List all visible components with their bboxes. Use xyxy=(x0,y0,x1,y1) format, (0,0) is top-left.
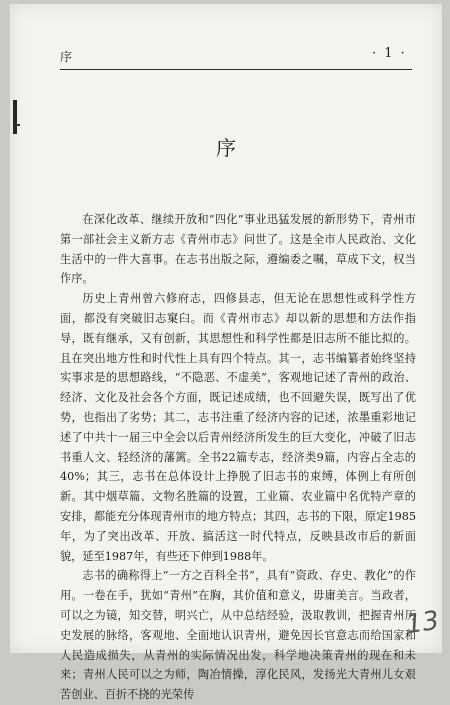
paragraph-1: 在深化改革、继续开放和“四化”事业迅猛发展的新形势下，青州市第一部社会主义新方志《青州市志》问世了。这是全市人民政治、文化生活中的一件大喜事。在志书出版之际，遵编委之嘱，草成下文，权当作序。 xyxy=(60,213,416,286)
scan-tick-mark xyxy=(14,124,20,126)
preface-title: 序 xyxy=(216,136,236,160)
paragraph-3: 志书的确称得上“一方之百科全书”，具有“资政、存史、教化”的作用。一卷在手，犹如“青州”在胸，其价值和意义，毋庸美言。当政者，可以之为镜，知交替，明兴亡，从中总结经验，汲取教训，把握青州历史发展的脉络，客观地、全面地认识青州，避免因长官意志而给国家和人民造成损失，从青州的实际情况出发，科学地决策青州的现在和未来；青州人民可以之为师，陶冶情操，淳化民风，发扬光大青州儿女艰苦创业、百折不挠的光荣传 xyxy=(60,569,416,702)
running-header-page-number: · 1 · xyxy=(372,46,407,61)
document-page xyxy=(10,4,442,702)
header-rule xyxy=(60,69,412,70)
preface-body xyxy=(60,210,416,705)
handwritten-page-note: 13 xyxy=(404,605,442,641)
paragraph-2: 历史上青州曾六修府志，四修县志，但无论在思想性或科学性方面，都没有突破旧志窠臼。而《青州市志》却以新的思想和方法作指导，既有继承，又有创新，其思想性和科学性都是旧志所不能比拟的。且在突出地方性和时代性上具有四个特点。其一，志书编纂者始终坚持实事求是的思想路线，“不隐恶、不虚美”，客观地记述了青州的政治、经济、文化及社会各个方面，既记述成绩，也不回避失误，既写出了优势，也指出了劣势；其二，志书注重了经济内容的记述，浓墨重彩地记述了中共十一届三中全会以后青州经济所发生的巨大变化，冲破了旧志书重人文、轻经济的藩篱。全书22篇专志，经济类9篇，内容占全志的40%；其三，志书在总体设计上挣脱了旧志书的束缚，体例上有所创新。其中烟草篇、文物名胜篇的设置，工业篇、农业篇中名优特产章的安排，都能充分体现青州市的地方特点；其四，志书的下限，原定1985年，为了突出改革、开放、搞活这一时代特点，反映县改市后的新面貌，延至1987年，有些还下伸到1988年。 xyxy=(60,292,416,563)
running-header-section: 序 xyxy=(60,50,74,64)
scan-binding-mark xyxy=(13,100,17,134)
